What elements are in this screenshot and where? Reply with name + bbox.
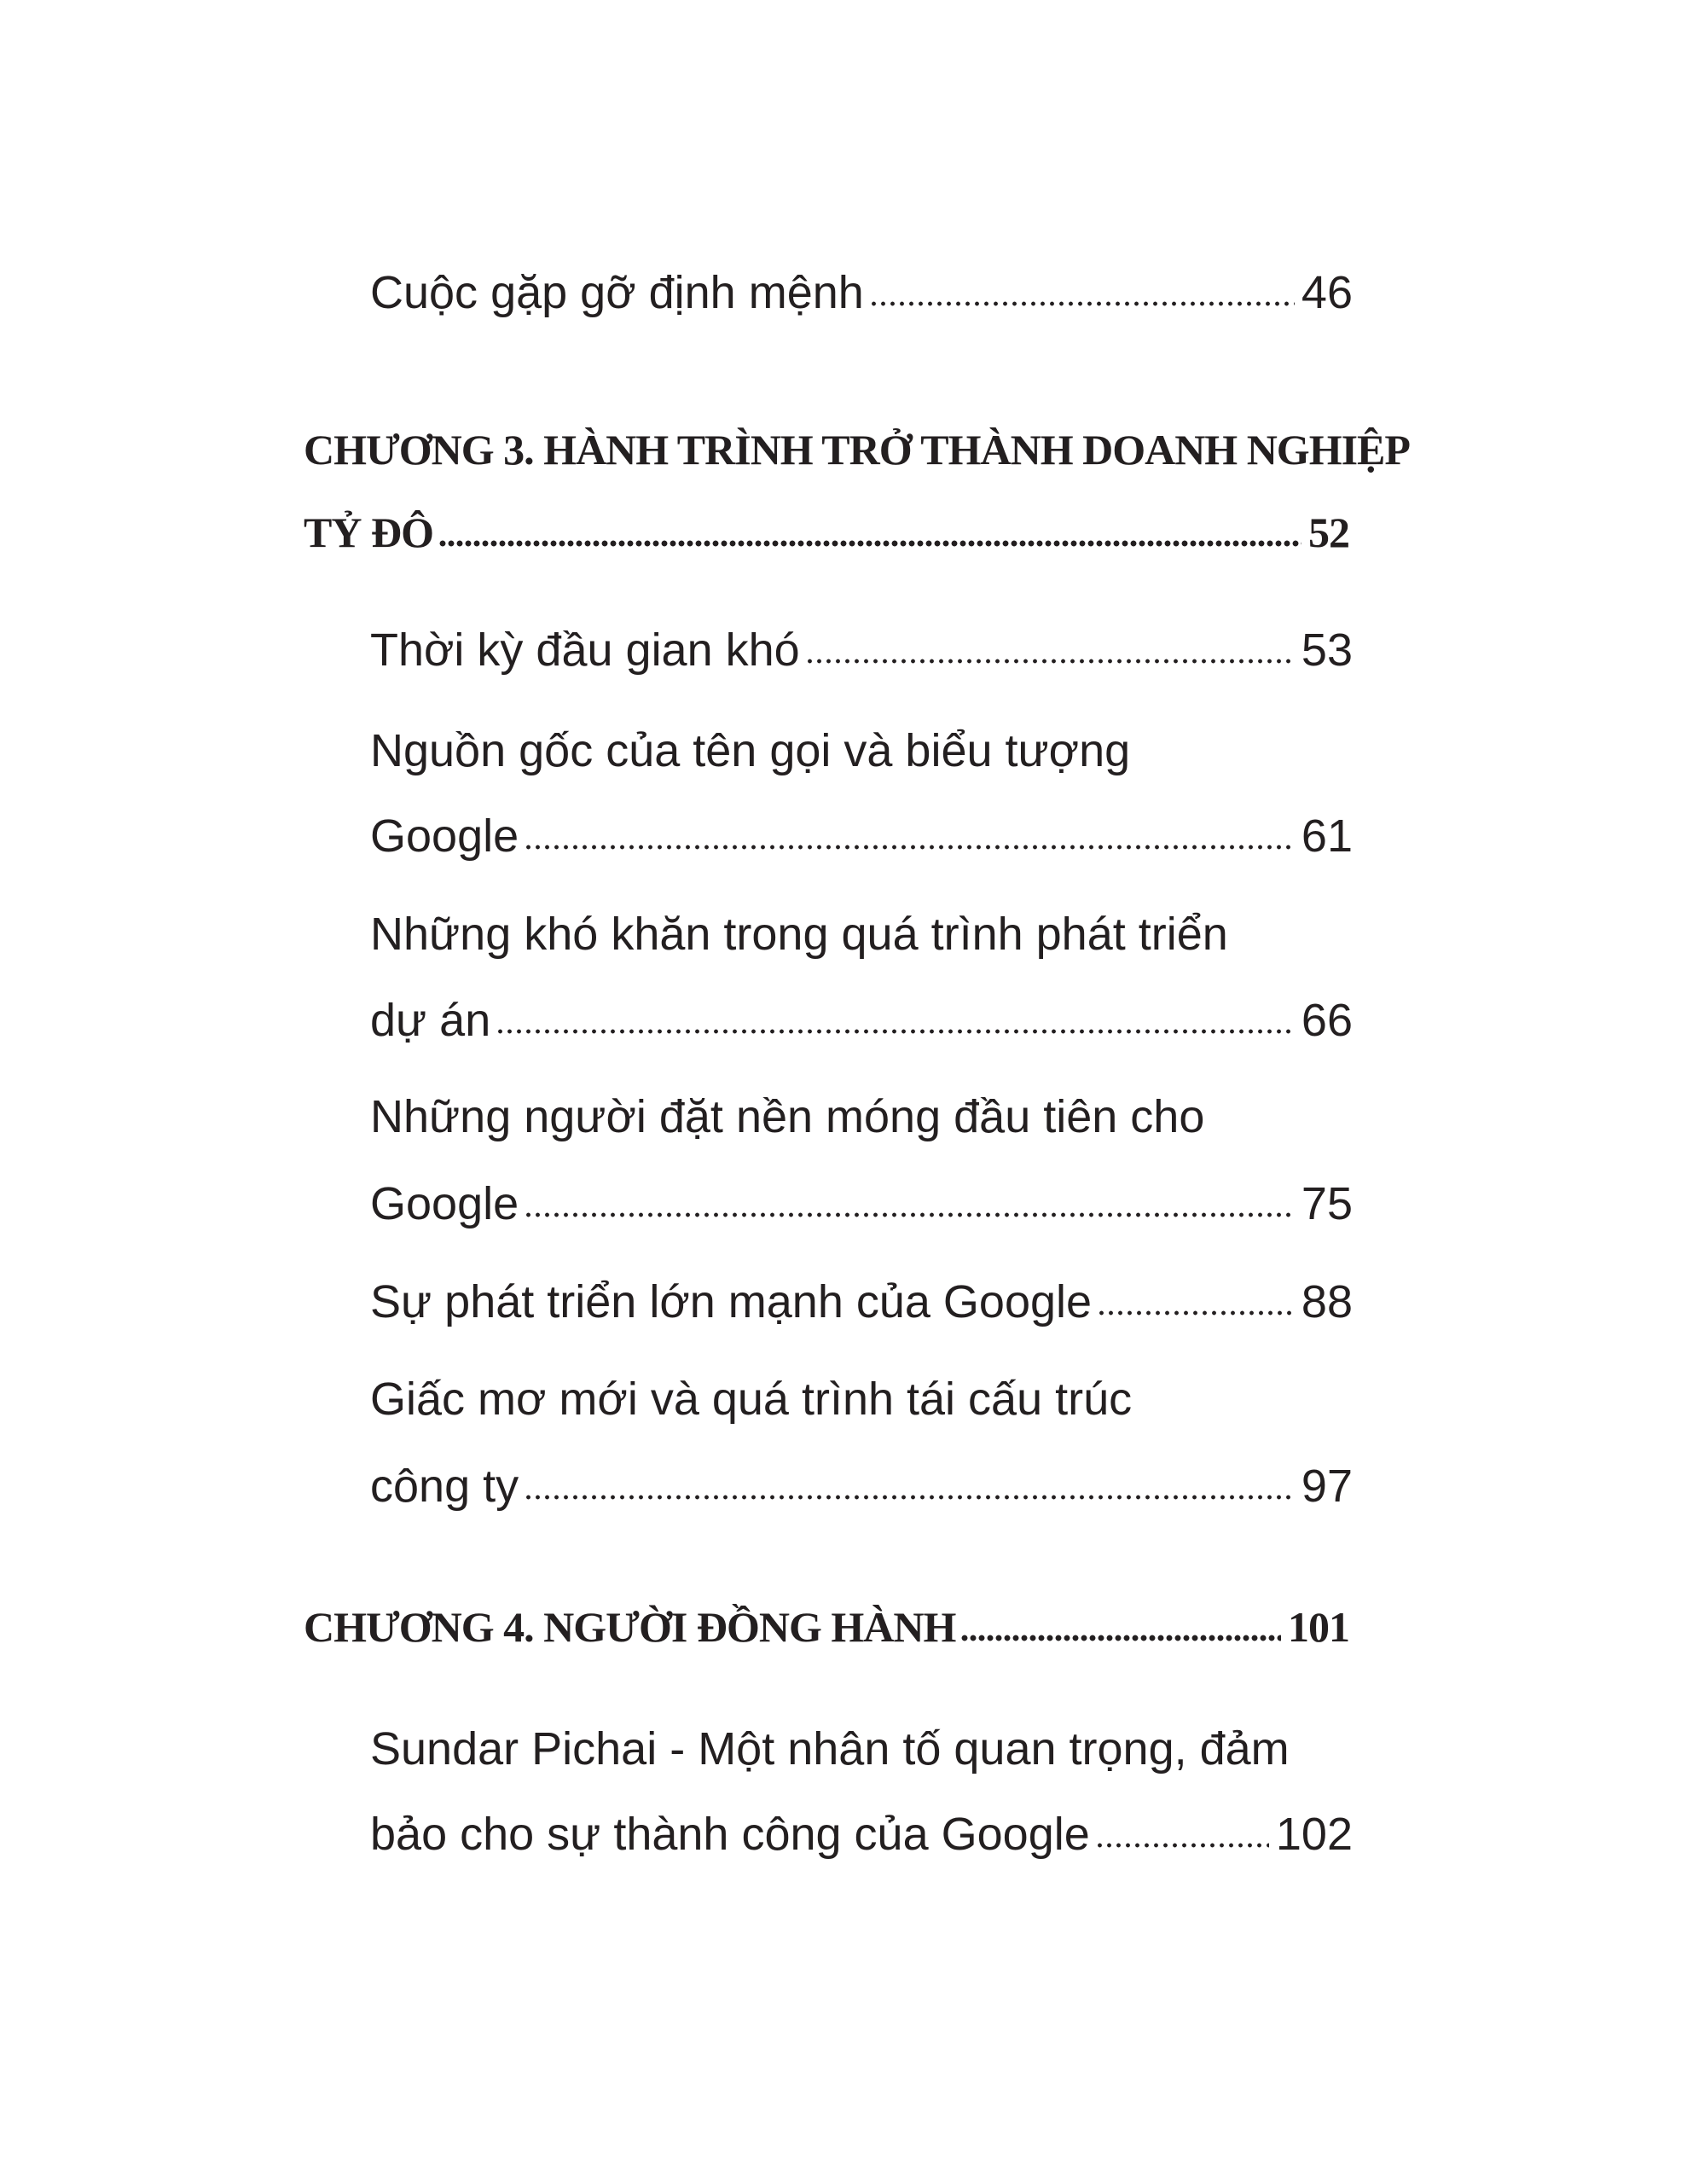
toc-entry bbox=[370, 1074, 1353, 1159]
dot-leader bbox=[805, 658, 1295, 665]
page-number: 46 bbox=[1301, 267, 1353, 318]
toc-entry bbox=[370, 250, 1353, 335]
page-number: 101 bbox=[1288, 1603, 1349, 1651]
dot-leader bbox=[960, 1635, 1281, 1641]
entry-title: Cuộc gặp gỡ định mệnh bbox=[370, 267, 864, 318]
dot-leader bbox=[438, 540, 1301, 547]
toc-entry bbox=[370, 1259, 1353, 1345]
toc-entry bbox=[370, 607, 1353, 693]
entry-title: Những khó khăn trong quá trình phát triển bbox=[370, 909, 1228, 960]
entry-title: Giấc mơ mới và quá trình tái cấu trúc bbox=[370, 1374, 1133, 1425]
dot-leader bbox=[524, 1494, 1295, 1501]
toc-entry bbox=[370, 708, 1353, 793]
page-number: 75 bbox=[1301, 1178, 1353, 1229]
page-number: 102 bbox=[1275, 1809, 1353, 1860]
chapter-title: TỶ ĐÔ bbox=[304, 508, 433, 556]
chapter-title: CHƯƠNG 4. NGƯỜI ĐỒNG HÀNH bbox=[304, 1603, 956, 1651]
dot-leader bbox=[524, 1211, 1295, 1218]
dot-leader bbox=[869, 300, 1295, 307]
entry-title: bảo cho sự thành công của Google bbox=[370, 1809, 1090, 1860]
entry-title: Thời kỳ đầu gian khó bbox=[370, 624, 800, 676]
entry-title: Nguồn gốc của tên gọi và biểu tượng bbox=[370, 725, 1131, 776]
page-number: 52 bbox=[1308, 508, 1349, 556]
dot-leader bbox=[1095, 1842, 1269, 1849]
entry-title: Sundar Pichai - Một nhân tố quan trọng, đảm bbox=[370, 1723, 1290, 1774]
chapter-heading bbox=[304, 407, 1410, 492]
dot-leader bbox=[496, 1028, 1295, 1035]
chapter-heading bbox=[304, 490, 1349, 575]
entry-title: công ty bbox=[370, 1461, 519, 1512]
page-number: 61 bbox=[1301, 810, 1353, 862]
entry-title: dự án bbox=[370, 995, 491, 1046]
toc-entry bbox=[370, 1443, 1353, 1529]
page-number: 88 bbox=[1301, 1276, 1353, 1327]
toc-entry bbox=[370, 1356, 1353, 1442]
page-number: 66 bbox=[1301, 995, 1353, 1046]
entry-title: Những người đặt nền móng đầu tiên cho bbox=[370, 1091, 1205, 1142]
toc-entry bbox=[370, 1706, 1353, 1792]
page-number: 53 bbox=[1301, 624, 1353, 676]
dot-leader bbox=[1097, 1310, 1295, 1316]
chapter-heading bbox=[304, 1584, 1349, 1670]
page-number: 97 bbox=[1301, 1461, 1353, 1512]
entry-title: Google bbox=[370, 1178, 519, 1229]
toc-entry bbox=[370, 892, 1353, 977]
toc-entry bbox=[370, 978, 1353, 1063]
toc-entry bbox=[370, 1161, 1353, 1246]
entry-title: Sự phát triển lớn mạnh của Google bbox=[370, 1276, 1093, 1327]
chapter-title: CHƯƠNG 3. HÀNH TRÌNH TRỞ THÀNH DOANH NGHIỆP bbox=[304, 426, 1410, 473]
entry-title: Google bbox=[370, 810, 519, 862]
dot-leader bbox=[524, 844, 1295, 851]
toc-entry bbox=[370, 793, 1353, 879]
toc-entry bbox=[370, 1792, 1353, 1877]
